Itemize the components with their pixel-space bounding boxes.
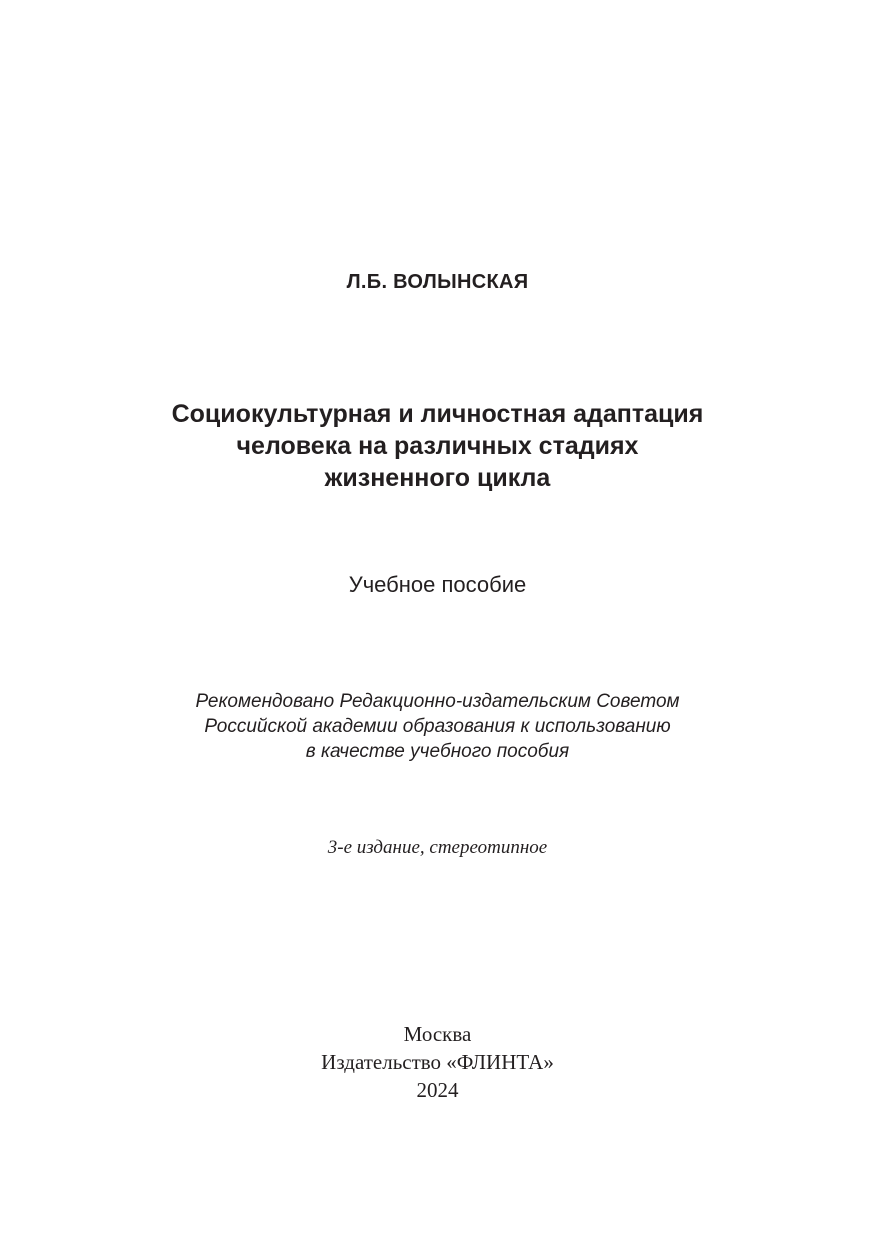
imprint-publisher: Издательство «ФЛИНТА» xyxy=(321,1050,554,1074)
book-title xyxy=(0,398,875,494)
imprint-city: Москва xyxy=(403,1022,472,1046)
edition-note: 3-е издание, стереотипное xyxy=(327,837,548,858)
imprint-year: 2024 xyxy=(416,1078,459,1102)
book-subtitle: Учебное пособие xyxy=(348,572,527,597)
title-line: человека на различных стадиях xyxy=(236,432,639,460)
title-line: Социокультурная и личностная адаптация xyxy=(171,400,704,428)
recommendation-line: Рекомендовано Редакционно-издательским Советом xyxy=(195,691,680,712)
title-line: жизненного цикла xyxy=(324,464,551,492)
imprint xyxy=(0,1020,875,1104)
author-name: Л.Б. ВОЛЫНСКАЯ xyxy=(346,271,529,293)
recommendation-line: в качестве учебного пособия xyxy=(305,741,570,762)
recommendation-line: Российской академии образования к использованию xyxy=(204,716,671,737)
recommendation-note xyxy=(0,689,875,764)
